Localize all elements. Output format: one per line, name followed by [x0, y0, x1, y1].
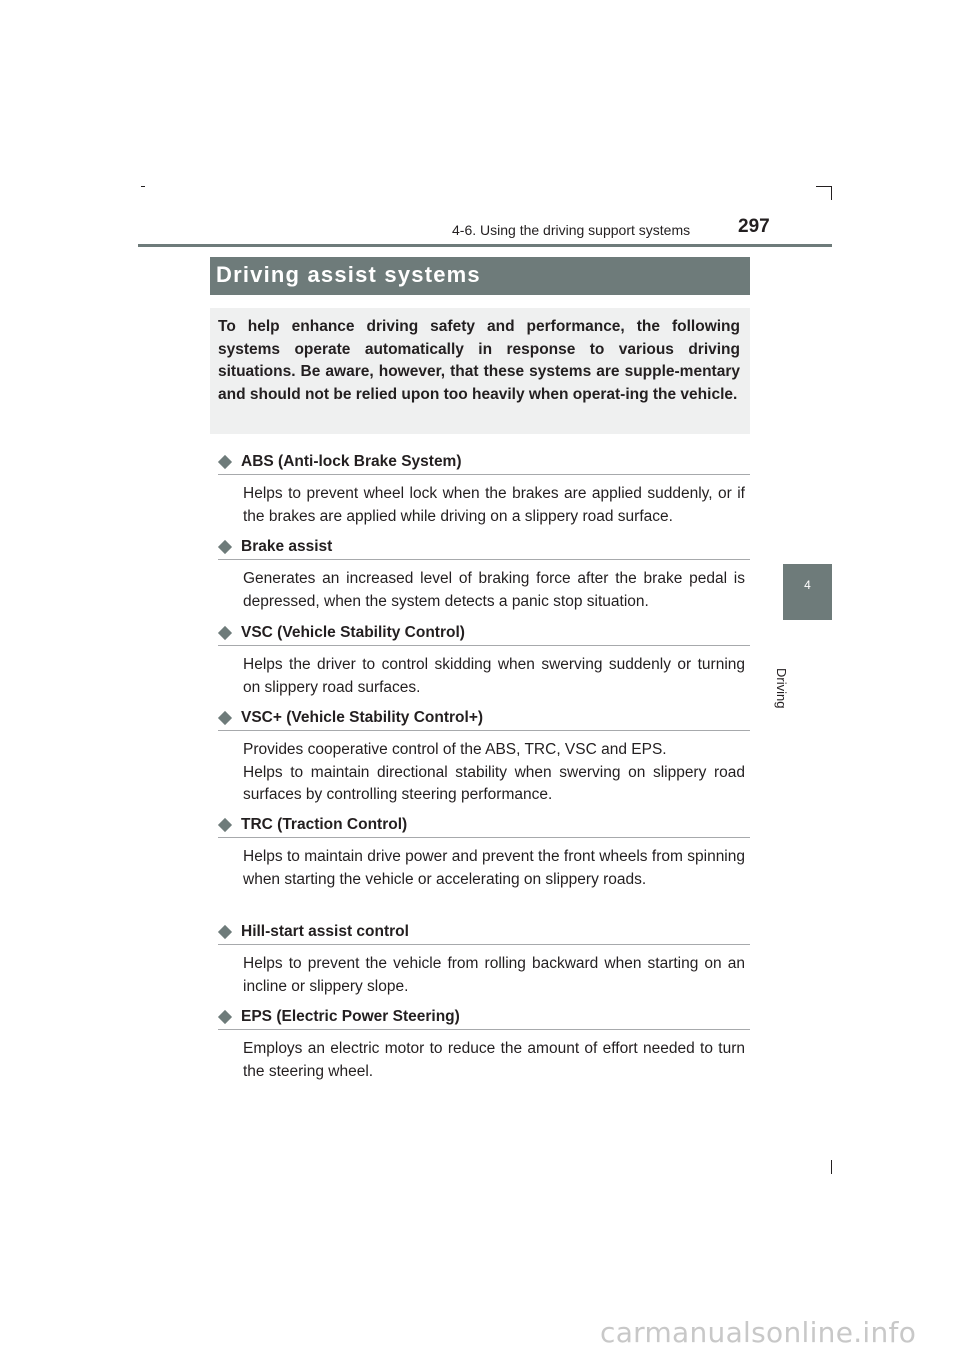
item-title: TRC (Traction Control) [241, 816, 408, 833]
crop-mark-top-right-v [831, 186, 832, 200]
item-description-2: Helps to maintain directional stability when swerving on slippery road surfaces by controlling steering performance. [243, 763, 745, 804]
list-item-abs [218, 450, 750, 528]
list-item-trc [218, 813, 750, 891]
item-title: EPS (Electric Power Steering) [241, 1008, 460, 1025]
intro-box [210, 308, 750, 434]
item-heading [218, 1005, 750, 1030]
diamond-bullet-icon [218, 540, 232, 554]
list-item-hill-start [218, 920, 750, 998]
item-heading [218, 535, 750, 560]
list-item-vsc [218, 621, 750, 699]
page-title: Driving assist systems [216, 262, 481, 287]
watermark: carmanualsonline.info [600, 1316, 917, 1349]
diamond-bullet-icon [218, 711, 232, 725]
page-number: 297 [738, 216, 770, 237]
header-section-title: 4-6. Using the driving support systems [452, 222, 691, 238]
item-heading [218, 706, 750, 731]
list-item-eps [218, 1005, 750, 1083]
diamond-bullet-icon [218, 455, 232, 469]
header-rule [138, 244, 832, 247]
item-description: Helps to maintain drive power and prevent the front wheels from spinning when starting the vehicle or accelerating on slippery roads. [243, 848, 745, 888]
item-title: VSC+ (Vehicle Stability Control+) [241, 709, 484, 726]
list-item-brake-assist [218, 535, 750, 613]
item-title: Hill-start assist control [241, 923, 409, 940]
item-title: VSC (Vehicle Stability Control) [241, 624, 465, 641]
item-description: Generates an increased level of braking force after the brake pedal is depressed, when the system detects a panic stop situation. [243, 570, 745, 610]
chapter-label-wrap [774, 628, 810, 709]
chapter-tab [783, 564, 832, 620]
section-title-bar [210, 257, 750, 295]
intro-text: To help enhance driving safety and performance, the following systems operate automatically in response to various driving situations. Be aware, however, that these systems are supple-mentary and should not be relied upon too heavily when operat-ing the vehicle. [218, 318, 740, 403]
crop-mark-top-right-h [816, 186, 832, 187]
item-heading [218, 621, 750, 646]
item-description: Employs an electric motor to reduce the amount of effort needed to turn the steering wheel. [243, 1040, 745, 1080]
item-description: Provides cooperative control of the ABS, TRC, VSC and EPS. [243, 741, 667, 758]
item-heading [218, 813, 750, 838]
diamond-bullet-icon [218, 1010, 232, 1024]
item-description: Helps to prevent the vehicle from rolling backward when starting on an incline or slippery slope. [243, 955, 745, 995]
chapter-label: Driving [774, 668, 789, 709]
item-description: Helps the driver to control skidding when swerving suddenly or turning on slippery road surfaces. [243, 656, 745, 696]
item-heading [218, 450, 750, 475]
item-description: Helps to prevent wheel lock when the brakes are applied suddenly, or if the brakes are applied while driving on a slippery road surface. [243, 485, 745, 525]
diamond-bullet-icon [218, 626, 232, 640]
diamond-bullet-icon [218, 818, 232, 832]
list-item-vsc-plus [218, 706, 750, 807]
item-heading [218, 920, 750, 945]
diamond-bullet-icon [218, 925, 232, 939]
crop-mark-left [141, 186, 145, 187]
crop-mark-bottom-right [831, 1160, 832, 1174]
item-title: ABS (Anti-lock Brake System) [241, 453, 462, 470]
item-title: Brake assist [241, 538, 333, 555]
chapter-number: 4 [804, 578, 811, 592]
